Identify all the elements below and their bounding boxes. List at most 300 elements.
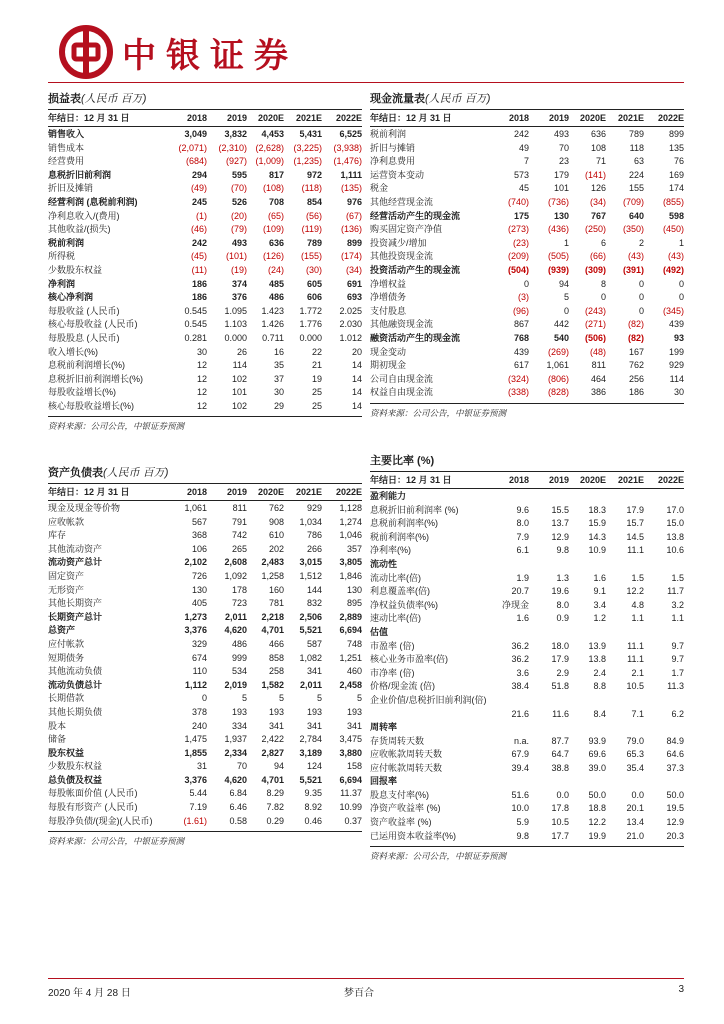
- cell-value: [569, 490, 606, 504]
- row-label: 股东权益: [48, 747, 85, 758]
- cell-value: 110: [192, 666, 207, 677]
- table-row: [48, 182, 362, 196]
- cell-value: 4.8: [631, 599, 644, 610]
- cell-value: 13.8: [588, 654, 606, 665]
- cell-value: 11.7: [667, 586, 684, 597]
- cell-value: 12: [196, 360, 207, 371]
- cell-value: 51.8: [551, 681, 569, 692]
- cell-value: 341: [346, 720, 362, 731]
- cell-value: (684): [185, 156, 207, 167]
- cell-value: [644, 775, 684, 789]
- cell-value: 1.6: [593, 572, 606, 583]
- cell-value: 35: [273, 360, 284, 371]
- cell-value: 102: [231, 373, 247, 384]
- table-row: [370, 196, 684, 210]
- cell-value: (250): [584, 224, 606, 235]
- cell-value: 11.1: [627, 545, 644, 556]
- table-row: [370, 680, 684, 694]
- column-header-year: 2019: [548, 113, 569, 123]
- cell-value: [606, 626, 644, 640]
- cell-value: 5.9: [516, 817, 529, 828]
- cell-value: 567: [191, 516, 207, 527]
- cell-value: 485: [268, 278, 284, 289]
- cell-value: 9.1: [593, 586, 606, 597]
- cell-value: 9.8: [516, 830, 529, 841]
- cell-value: 1,128: [339, 503, 362, 513]
- cell-value: (96): [512, 305, 529, 316]
- row-label: 流动资产总计: [48, 557, 103, 568]
- cell-value: 3.2: [671, 599, 684, 610]
- row-label: 现金及现金等价物: [48, 503, 121, 513]
- cell-value: 1,092: [224, 570, 247, 581]
- cell-value: 16: [273, 346, 284, 357]
- cell-value: (11): [191, 264, 207, 275]
- cell-value: 9.7: [671, 654, 684, 665]
- column-header-year: 2022E: [657, 475, 684, 485]
- cell-value: 334: [231, 720, 247, 731]
- cell-value: 1,258: [261, 570, 284, 581]
- cell-value: 21: [311, 360, 322, 371]
- cell-value: 3,832: [224, 129, 247, 139]
- cell-value: 17.9: [626, 504, 644, 515]
- row-label: 长期借款: [48, 693, 85, 704]
- cell-value: 605: [306, 278, 322, 289]
- table-title: [48, 90, 362, 110]
- cell-value: 18.3: [588, 504, 606, 515]
- cell-value: 20: [351, 346, 362, 357]
- cell-value: 789: [306, 237, 322, 248]
- table-row: [370, 155, 684, 169]
- row-label: 投资减少/增加: [370, 237, 427, 248]
- cell-value: [644, 721, 684, 735]
- cell-value: 8.0: [516, 518, 529, 529]
- row-label: 销售收入: [48, 129, 85, 139]
- cell-value: 25: [311, 400, 322, 411]
- cell-value: 36.2: [511, 640, 529, 651]
- section-heading-row: [370, 490, 684, 504]
- cell-value: (350): [622, 224, 644, 235]
- cell-value: 0.000: [224, 332, 247, 343]
- cell-value: n.a.: [513, 735, 529, 746]
- table-row: [48, 223, 362, 237]
- cell-value: (23): [512, 237, 529, 248]
- table-row: [48, 638, 362, 652]
- row-label: 盈利能力: [370, 491, 407, 501]
- cell-value: 30: [273, 387, 284, 398]
- row-label: 核心业务市盈率(倍): [370, 654, 448, 665]
- table-row: [370, 517, 684, 531]
- cell-value: 534: [231, 666, 247, 677]
- cell-value: (56): [305, 210, 322, 221]
- cell-value: 17.8: [551, 803, 569, 814]
- cell-value: 640: [628, 210, 644, 221]
- cell-value: [644, 490, 684, 504]
- row-label: 无形资产: [48, 584, 85, 595]
- cell-value: 2,827: [261, 747, 284, 758]
- cell-value: 0: [638, 305, 644, 316]
- column-header-label: 年结日：12 月 31 日: [48, 487, 130, 497]
- row-label: 应收帐款: [48, 516, 85, 527]
- cell-value: 723: [231, 598, 247, 609]
- cell-value: 94: [558, 278, 569, 289]
- cell-value: 1,846: [339, 570, 362, 581]
- cell-value: 6.2: [671, 708, 684, 719]
- row-label: 速动比率(倍): [370, 613, 421, 624]
- row-label: 净权益负债率(%): [370, 599, 438, 610]
- table-unit: (人民币 百万): [425, 93, 491, 105]
- cell-value: [529, 558, 569, 572]
- cell-value: 160: [268, 584, 284, 595]
- cell-value: 1,046: [339, 530, 362, 541]
- cell-value: 610: [268, 530, 284, 541]
- cell-value: 87.7: [551, 735, 569, 746]
- cell-value: 3.6: [516, 667, 529, 678]
- cell-value: 64.6: [666, 749, 684, 760]
- cell-value: 6.46: [229, 802, 247, 813]
- table-row: [370, 544, 684, 558]
- cell-value: 1,274: [339, 516, 362, 527]
- cell-value: 0.37: [344, 815, 362, 826]
- cell-value: (271): [584, 319, 606, 330]
- table-row: [48, 611, 362, 625]
- cell-value: 908: [268, 516, 284, 527]
- cell-value: 258: [268, 666, 284, 677]
- cell-value: 486: [268, 292, 284, 303]
- cell-value: 1,061: [546, 360, 569, 371]
- cell-value: 2,011: [224, 611, 247, 622]
- table-row: [370, 223, 684, 237]
- cell-value: 854: [306, 196, 322, 207]
- table-row: [370, 694, 684, 721]
- row-label: 应付帐款: [48, 638, 85, 649]
- cell-value: 10.0: [511, 803, 529, 814]
- cell-value: 5,521: [299, 774, 322, 785]
- row-label: 流动负债总计: [48, 679, 103, 690]
- cell-value: 49: [518, 142, 529, 153]
- cell-value: 14: [351, 373, 362, 384]
- table-row: [48, 142, 362, 156]
- row-label: 经营利润 (息税前利润): [48, 196, 138, 207]
- row-label: 其他收益/(损失): [48, 224, 111, 235]
- cell-value: 4,701: [261, 774, 284, 785]
- cell-value: 240: [191, 720, 207, 731]
- table-row: [370, 305, 684, 319]
- cell-value: (939): [547, 264, 569, 275]
- cell-value: 4,620: [224, 774, 247, 785]
- cell-value: 691: [346, 278, 362, 289]
- cell-value: 67.9: [511, 749, 529, 760]
- table-row: [370, 359, 684, 373]
- cell-value: 17.9: [551, 654, 569, 665]
- cell-value: 2.025: [339, 305, 362, 316]
- cell-value: 0: [638, 292, 644, 303]
- cell-value: 1.423: [261, 305, 284, 316]
- table-row: [370, 599, 684, 613]
- cell-value: 18.0: [551, 640, 569, 651]
- cell-value: 1,061: [184, 503, 207, 513]
- cell-value: 781: [268, 598, 284, 609]
- cell-value: 636: [268, 237, 284, 248]
- row-label: 企业价值/息税折旧前利润(倍): [370, 694, 487, 705]
- cell-value: 294: [191, 169, 207, 180]
- cell-value: [569, 626, 606, 640]
- cell-value: [495, 558, 529, 572]
- table-row: [370, 210, 684, 224]
- cell-value: 3,189: [299, 747, 322, 758]
- row-label: 经营活动产生的现金流: [370, 210, 461, 221]
- cell-value: 768: [513, 332, 529, 343]
- cell-value: 2,334: [224, 747, 247, 758]
- cell-value: 405: [191, 598, 207, 609]
- cell-value: 929: [306, 503, 322, 513]
- table-row: [48, 760, 362, 774]
- cell-value: (43): [627, 251, 644, 262]
- cell-value: 11.1: [627, 640, 644, 651]
- cell-value: 38.8: [551, 762, 569, 773]
- section-heading-row: [370, 558, 684, 572]
- cell-value: 224: [628, 169, 644, 180]
- cell-value: 2,784: [299, 734, 322, 745]
- cell-value: 12.9: [666, 817, 684, 828]
- table-row: [48, 196, 362, 210]
- cell-value: (101): [225, 251, 247, 262]
- table-row: [48, 291, 362, 305]
- cell-value: 7.1: [631, 708, 644, 719]
- cell-value: 4,453: [261, 129, 284, 139]
- cell-value: 37.3: [666, 762, 684, 773]
- column-header-year: 2022E: [335, 487, 362, 497]
- cell-value: 2.030: [339, 319, 362, 330]
- cell-value: 5: [563, 292, 569, 303]
- cell-value: 6,694: [339, 774, 362, 785]
- cell-value: [606, 775, 644, 789]
- table-row: [48, 733, 362, 747]
- cell-value: (34): [345, 264, 362, 275]
- table-row: [48, 787, 362, 801]
- table-row: [48, 237, 362, 251]
- cell-value: 118: [629, 142, 644, 153]
- column-header-year: 2022E: [335, 113, 362, 123]
- cell-value: 76: [673, 156, 684, 167]
- row-label: 长期资产总计: [48, 611, 103, 622]
- table-row: [370, 748, 684, 762]
- cell-value: 3,880: [339, 747, 362, 758]
- row-label: 折旧与摊销: [370, 142, 416, 153]
- cell-value: 19.9: [588, 830, 606, 841]
- cell-value: 1.776: [299, 319, 322, 330]
- cell-value: 895: [346, 598, 362, 609]
- table-unit: (人民币 百万): [81, 93, 147, 105]
- cell-value: 158: [346, 761, 362, 772]
- table-row: [370, 640, 684, 654]
- cell-value: 0.0: [631, 789, 644, 800]
- cell-value: (927): [225, 156, 247, 167]
- cell-value: 9.8: [556, 545, 569, 556]
- cell-value: 130: [553, 210, 569, 221]
- cell-value: [529, 775, 569, 789]
- cell-value: 0.46: [304, 815, 322, 826]
- cell-value: 14.3: [588, 531, 606, 542]
- cell-value: (504): [507, 264, 529, 275]
- cell-value: (391): [622, 264, 644, 275]
- cell-value: 106: [191, 543, 207, 554]
- source-note: 资料来源：公司公告，中银证券预测: [370, 846, 684, 864]
- cell-value: (66): [589, 251, 606, 262]
- key-ratios-panel: [370, 452, 684, 864]
- row-label: 核心每股收益 (人民币): [48, 319, 138, 330]
- cell-value: 9.7: [671, 640, 684, 651]
- balance-sheet-panel: [48, 464, 362, 849]
- footer-date: 2020 年 4 月 28 日: [48, 988, 131, 999]
- column-header-year: 2018: [508, 113, 529, 123]
- cell-value: 4,620: [224, 625, 247, 636]
- cell-value: (2,628): [255, 142, 284, 153]
- row-label: 储备: [48, 734, 67, 745]
- cell-value: 7.9: [516, 531, 529, 542]
- table-row: [48, 169, 362, 183]
- cell-value: 595: [231, 169, 247, 180]
- cell-value: 0: [600, 292, 606, 303]
- income-statement-panel: [48, 90, 362, 434]
- cell-value: 39.4: [511, 762, 529, 773]
- table-row: [370, 585, 684, 599]
- column-header-label: 年结日：12 月 31 日: [48, 113, 130, 123]
- cell-value: 193: [268, 706, 284, 717]
- cell-value: [495, 626, 529, 640]
- cell-value: 1,582: [261, 679, 284, 690]
- cell-value: 2,102: [184, 557, 207, 568]
- cell-value: 38.4: [511, 681, 529, 692]
- footer-page-number: 3: [678, 984, 684, 995]
- table-row: [370, 667, 684, 681]
- table-title-text: 资产负债表: [48, 467, 103, 479]
- table-row: [370, 182, 684, 196]
- cell-value: (79): [230, 224, 247, 235]
- cell-value: 2,019: [224, 679, 247, 690]
- cell-value: 15.0: [666, 518, 684, 529]
- cell-value: (24): [267, 264, 284, 275]
- cell-value: 93: [673, 332, 684, 343]
- cell-value: 1.5: [631, 572, 644, 583]
- cell-value: 7.19: [189, 802, 207, 813]
- row-label: 市净率 (倍): [370, 667, 415, 678]
- cell-value: (243): [584, 305, 606, 316]
- cell-value: 20.7: [511, 586, 529, 597]
- table-row: [48, 332, 362, 346]
- cell-value: 130: [191, 584, 207, 595]
- cell-value: 102: [231, 400, 247, 411]
- cell-value: 36.2: [511, 654, 529, 665]
- column-header-year: 2018: [508, 475, 529, 485]
- cell-value: 3,015: [299, 557, 322, 568]
- cell-value: 6: [600, 237, 606, 248]
- cell-value: 35.4: [626, 762, 644, 773]
- cell-value: 3.4: [593, 599, 606, 610]
- table-row: [370, 612, 684, 626]
- row-label: 息税折旧前利润: [48, 169, 112, 180]
- cell-value: 1: [563, 237, 569, 248]
- table-row: [370, 802, 684, 816]
- table-row: [48, 543, 362, 557]
- cell-value: (309): [584, 264, 606, 275]
- cell-value: 858: [268, 652, 284, 663]
- cell-value: 19.5: [666, 803, 684, 814]
- cell-value: 8.0: [556, 599, 569, 610]
- table-row: [370, 572, 684, 586]
- table-row: [48, 706, 362, 720]
- cell-value: 693: [346, 292, 362, 303]
- cell-value: 0: [201, 693, 207, 704]
- cell-value: 17.0: [666, 504, 684, 515]
- cell-value: 22: [311, 346, 322, 357]
- cell-value: 186: [628, 387, 644, 398]
- table-header-row: [48, 112, 362, 127]
- row-label: 其他长期负债: [48, 706, 103, 717]
- cell-value: 2,483: [261, 557, 284, 568]
- row-label: 核心净利润: [48, 292, 94, 303]
- cell-value: 368: [191, 530, 207, 541]
- cell-value: 10.6: [666, 545, 684, 556]
- cell-value: 493: [231, 237, 247, 248]
- column-header-year: 2021E: [617, 113, 644, 123]
- row-label: 净利润: [48, 278, 76, 289]
- row-label: 每股帐面价值 (人民币): [48, 788, 138, 799]
- cell-value: (828): [547, 387, 569, 398]
- row-label: 净增债务: [370, 292, 407, 303]
- cell-value: 5,521: [299, 625, 322, 636]
- cell-value: 175: [513, 210, 529, 221]
- cell-value: 2,506: [299, 611, 322, 622]
- table-title-text: 主要比率 (%): [370, 455, 435, 467]
- cell-value: 0.29: [266, 815, 284, 826]
- cell-value: 9.35: [304, 788, 322, 799]
- cell-value: (1): [196, 210, 207, 221]
- cell-value: (174): [340, 251, 362, 262]
- cell-value: (46): [190, 224, 207, 235]
- cell-value: 442: [553, 319, 569, 330]
- cell-value: 17.7: [551, 830, 569, 841]
- cell-value: 0.0: [556, 789, 569, 800]
- cell-value: 21.0: [626, 830, 644, 841]
- cell-value: 2.1: [631, 667, 644, 678]
- table-row: [48, 747, 362, 761]
- cell-value: 1,112: [184, 679, 207, 690]
- cell-value: 13.9: [588, 640, 606, 651]
- cell-value: 0.58: [229, 815, 247, 826]
- cell-value: (2,310): [218, 142, 247, 153]
- row-label: 核心每股收益增长(%): [48, 400, 134, 411]
- table-header-row: [370, 474, 684, 489]
- cell-value: 21.6: [511, 708, 529, 719]
- table-row: [370, 278, 684, 292]
- cell-value: 1.103: [224, 319, 247, 330]
- cell-value: 3,805: [339, 557, 362, 568]
- cell-value: 23: [558, 156, 569, 167]
- cell-value: 65.3: [626, 749, 644, 760]
- cell-value: 178: [231, 584, 247, 595]
- cell-value: 1,111: [340, 169, 362, 180]
- cell-value: [529, 721, 569, 735]
- cell-value: (141): [584, 169, 606, 180]
- cell-value: (108): [262, 183, 284, 194]
- cell-value: 0: [638, 278, 644, 289]
- row-label: 净利息费用: [370, 156, 416, 167]
- table-row: [48, 155, 362, 169]
- cell-value: 10.99: [339, 802, 362, 813]
- cell-value: 0.545: [184, 319, 207, 330]
- column-header-year: 2021E: [617, 475, 644, 485]
- cell-value: 186: [191, 292, 207, 303]
